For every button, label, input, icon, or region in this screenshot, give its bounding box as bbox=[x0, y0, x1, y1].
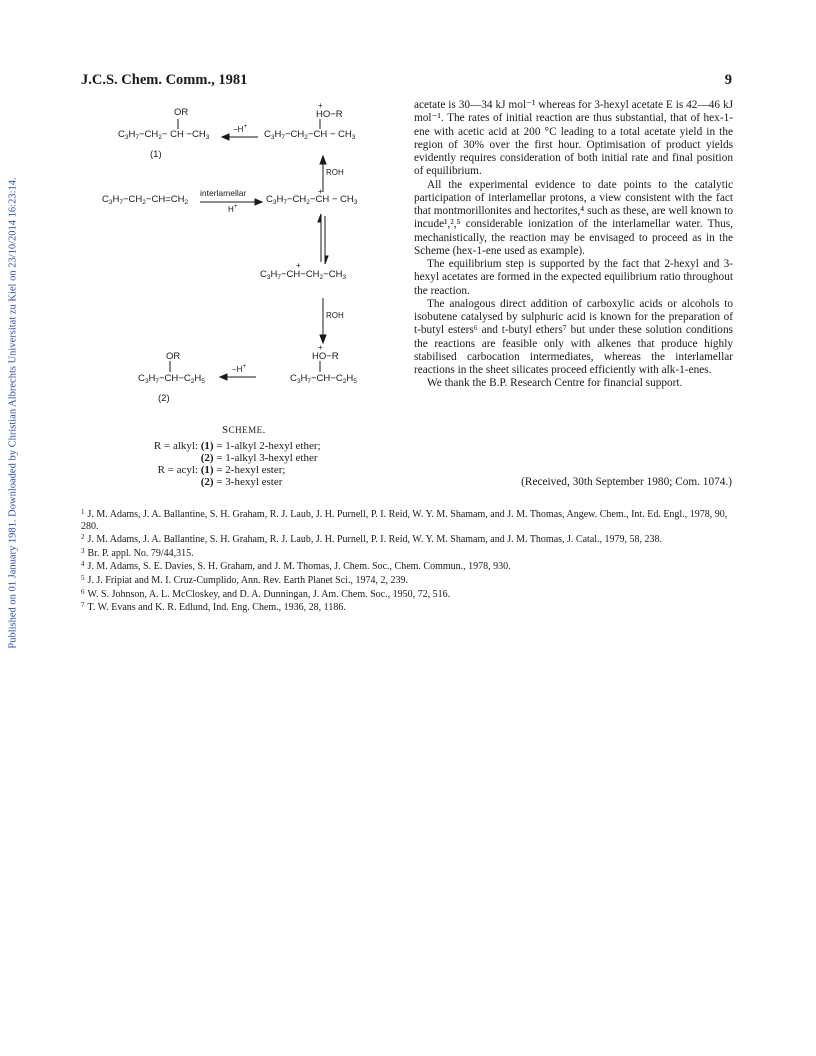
carbocation-3-hexyl: $C_3H_7-CH-CH_2-CH_3$ bbox=[260, 269, 347, 281]
positive-charge-mark: + bbox=[296, 261, 301, 270]
paragraph: acetate is 30—34 kJ mol⁻¹ whereas for 3-hexyl acetate E is 42—46 kJ mol⁻¹. The rates of initial reaction are thus substantial, that of hex-1-ene with acetic acid at 200 °C leading to a total acetate yield in the region of 30% over the first hour. Optimisation of product yields evidently requires consideration of both initial rate and final position of equilibrium. bbox=[414, 99, 733, 178]
scheme-legend bbox=[142, 440, 321, 488]
scheme-caption: SCHEME. bbox=[222, 424, 266, 436]
oxonium-ion-2: $C_3H_7-CH-C_2H_5$ bbox=[290, 373, 357, 385]
roh-label-1: ROH bbox=[326, 168, 344, 177]
arrowhead bbox=[255, 199, 262, 205]
paragraph: The equilibrium step is supported by the fact that 2-hexyl and 3-hexyl acetates are formed in the expected equilibrium ratio throughout the reaction. bbox=[414, 258, 733, 297]
oxonium-group-top: HO−R bbox=[316, 109, 343, 120]
legend-row: (2) = 3-hexyl ester bbox=[200, 476, 283, 488]
download-watermark: Published on 01 January 1981. Downloaded by Christian Albrechts Universitat zu Kiel on 23/10/2014 16:23:14. bbox=[7, 177, 19, 649]
references bbox=[81, 507, 733, 614]
scheme-arrows bbox=[96, 102, 396, 402]
alkene-hex-1-ene: $C_3H_7-CH_2-CH=CH_2$ bbox=[102, 194, 189, 206]
arrowhead bbox=[220, 374, 227, 380]
legend-row: R = acyl: (1) = 2-hexyl ester; bbox=[157, 464, 286, 476]
page-number: 9 bbox=[724, 72, 732, 88]
arrowhead bbox=[222, 134, 229, 140]
ether-product-2: $C_3H_7-CH-C_2H_5$ bbox=[138, 373, 205, 385]
interlamellar-label: interlamellar bbox=[200, 188, 247, 198]
paragraph: We thank the B.P. Research Centre for financial support. bbox=[427, 377, 683, 390]
compound-2-label: (2) bbox=[158, 393, 170, 404]
received-note: (Received, 30th September 1980; Com. 1074.) bbox=[521, 476, 732, 488]
ether-product-1: $C_3H_7-CH_2-$ CH $-CH_3$ bbox=[118, 129, 210, 141]
arrowhead bbox=[320, 335, 326, 343]
reference-item: $^5$ J. J. Fripiat and M. I. Cruz-Cumplido, Ann. Rev. Earth Planet Sci., 1974, 2, 239. bbox=[81, 573, 408, 586]
reference-item: $^1$ J. M. Adams, J. A. Ballantine, S. H. Graham, R. J. Laub, J. H. Purnell, P. I. Reid, W. Y. M. Shamam, and J. M. Thomas, Angew. Chem., Int. Ed. Engl., 1978, 90, 280. bbox=[81, 508, 728, 532]
carbocation-2-hexyl: $C_3H_7-CH_2-CH - CH_3$ bbox=[266, 194, 358, 206]
positive-charge-mark: + bbox=[318, 101, 323, 110]
reference-item: $^4$ J. M. Adams, S. E. Davies, S. H. Graham, and J. M. Thomas, J. Chem. Soc., Chem. Commun., 1978, 930. bbox=[81, 560, 511, 573]
positive-charge-mark: + bbox=[318, 343, 323, 352]
deprotonation-label-2: −H+ bbox=[232, 363, 247, 374]
oxonium-ion-1: $C_3H_7-CH_2-CH - CH_3$ bbox=[264, 129, 356, 141]
paragraph: All the experimental evidence to date points to the catalytic participation of interlamellar protons, a view consistent with the fact that montmorillonites and hectorites,⁴ such as these, are well known to incude¹,²,⁵ considerable ionization of the interlamellar water. Thus, mechanistically, the reaction may be envisaged to proceed as in the Scheme (hex-1-ene used as example). bbox=[414, 178, 733, 257]
reference-item: $^7$ T. W. Evans and K. R. Edlund, Ind. Eng. Chem., 1936, 28, 1186. bbox=[81, 601, 346, 614]
oxonium-group-bottom: HO−R bbox=[312, 351, 339, 362]
reference-item: $^6$ W. S. Johnson, A. L. McCloskey, and D. A. Dunningan, J. Am. Chem. Soc., 1950, 72, 516. bbox=[81, 587, 451, 600]
compound-1-label: (1) bbox=[150, 149, 162, 160]
proton-label: H+ bbox=[228, 203, 238, 214]
legend-row: R = alkyl: (1) = 1-alkyl 2-hexyl ether; bbox=[153, 440, 321, 452]
deprotonation-label-1: −H+ bbox=[233, 123, 248, 134]
running-head: J.C.S. Chem. Comm., 1981 bbox=[81, 72, 248, 88]
reference-item: $^2$ J. M. Adams, J. A. Ballantine, S. H. Graham, R. J. Laub, J. H. Purnell, P. I. Reid, W. Y. M. Shamam, and J. M. Thomas, J. Catal., 1979, 58, 238. bbox=[81, 533, 663, 546]
ether-substituent-top: OR bbox=[174, 107, 189, 118]
reaction-scheme bbox=[96, 102, 396, 402]
ether-substituent-bottom: OR bbox=[166, 351, 181, 362]
positive-charge-mark: + bbox=[318, 187, 323, 196]
body-text-column bbox=[414, 99, 733, 391]
roh-label-2: ROH bbox=[326, 311, 344, 320]
legend-row: (2) = 1-alkyl 3-hexyl ether bbox=[200, 452, 318, 464]
reference-item: $^3$ Br. P. appl. No. 79/44,315. bbox=[81, 546, 194, 559]
paragraph: The analogous direct addition of carboxylic acids or alcohols to isobutene catalysed by sulphuric acid is known for the preparation of t-butyl esters⁶ and t-butyl ethers⁷ but under these solution conditions the reactions are feasible only with alkenes that produce highly stabilised carbocation intermediates, whereas the interlamellar reactions in the sheet silicates proceed efficiently with alk-1-enes. bbox=[414, 297, 733, 376]
